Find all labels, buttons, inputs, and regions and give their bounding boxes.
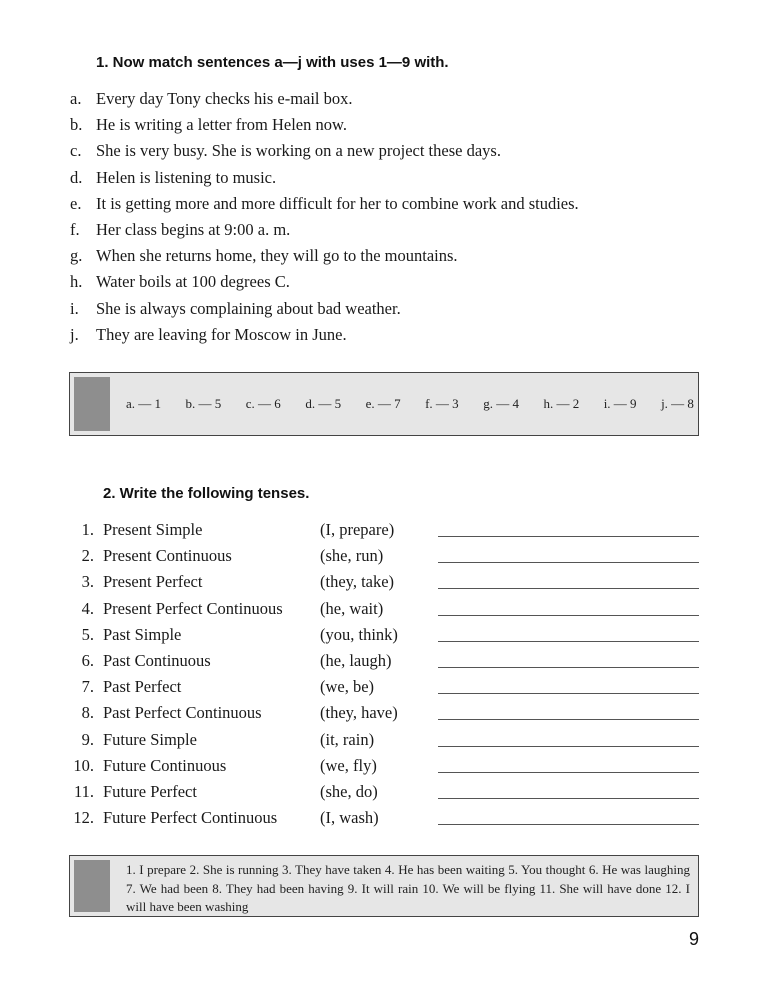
sentence-letter: g.: [70, 246, 83, 266]
tense-name: Present Continuous: [103, 546, 232, 566]
subject-verb: (we, be): [320, 677, 375, 697]
sentence-letter: j.: [70, 324, 79, 344]
item-number: 5.: [81, 624, 94, 644]
exercise-1-heading: 1. Now match sentences a—j with uses 1—9 with.: [96, 54, 449, 71]
item-number: 10.: [73, 755, 94, 775]
answer-blank-line[interactable]: [438, 824, 699, 825]
answer-key-text: 1. I prepare 2. She is running 3. They have taken 4. He has been waiting 5. You thought 6. He was laughing 7. We had been 8. They had been having 9. It will rain 10. We will be flying 11. She will have done 12. I will have been washing: [126, 862, 690, 914]
answer-blank-line[interactable]: [438, 719, 699, 720]
page-number: 9: [689, 929, 700, 949]
sentence-text: He is writing a letter from Helen now.: [96, 115, 347, 135]
sentence-text: Helen is listening to music.: [96, 167, 277, 187]
sentence-text: It is getting more and more difficult for her to combine work and studies.: [96, 193, 579, 213]
answer-blank-line[interactable]: [438, 588, 699, 589]
sentence-letter: i.: [70, 298, 79, 318]
answer-key-marker: [74, 377, 110, 431]
answer-blank-line[interactable]: [438, 667, 699, 668]
answer-key-item: j. — 8: [661, 396, 694, 411]
subject-verb: (she, run): [320, 546, 384, 566]
tense-name: Present Perfect: [103, 572, 203, 592]
sentence-letter: f.: [70, 219, 80, 239]
answer-key-item: g. — 4: [483, 396, 519, 411]
subject-verb: (it, rain): [320, 729, 375, 749]
sentence-letter: e.: [70, 193, 82, 213]
answer-key-item: i. — 9: [603, 396, 637, 411]
answer-blank-line[interactable]: [438, 536, 699, 537]
tense-name: Future Continuous: [103, 755, 227, 775]
answer-blank-line[interactable]: [438, 615, 699, 616]
answer-blank-line[interactable]: [438, 693, 699, 694]
answer-key-item: b. — 5: [185, 396, 222, 411]
sentence-letter: a.: [70, 89, 82, 108]
sentence-text: Water boils at 100 degrees C.: [96, 272, 290, 292]
answer-key-box-1: [69, 372, 699, 436]
answer-blank-line[interactable]: [438, 562, 699, 563]
tense-name: Future Perfect Continuous: [103, 808, 278, 828]
tense-name: Present Perfect Continuous: [103, 598, 283, 618]
sentence-letter: h.: [70, 272, 83, 292]
sentence-text: When she returns home, they will go to the mountains.: [96, 246, 458, 266]
answer-blank-line[interactable]: [438, 746, 699, 747]
sentence-text: They are leaving for Moscow in June.: [96, 324, 347, 344]
answer-key-box-2: [69, 855, 699, 917]
sentence-text: She is always complaining about bad weather.: [96, 298, 401, 318]
answer-blank-line[interactable]: [438, 798, 699, 799]
answer-key-item: d. — 5: [305, 396, 342, 411]
item-number: 7.: [81, 677, 94, 697]
sentence-text: Every day Tony checks his e-mail box.: [96, 89, 353, 108]
subject-verb: (they, take): [320, 572, 395, 592]
tense-name: Present Simple: [103, 520, 203, 539]
answer-key-item: e. — 7: [365, 396, 401, 411]
answer-blank-line[interactable]: [438, 772, 699, 773]
tense-name: Future Perfect: [103, 781, 197, 801]
item-number: 11.: [73, 781, 94, 801]
item-number: 4.: [81, 598, 94, 618]
subject-verb: (they, have): [320, 703, 398, 723]
answer-blank-line[interactable]: [438, 641, 699, 642]
item-number: 8.: [81, 703, 94, 723]
subject-verb: (I, prepare): [320, 520, 395, 539]
item-number: 3.: [81, 572, 94, 592]
item-number: 2.: [81, 546, 94, 566]
sentence-letter: b.: [70, 115, 83, 135]
answer-key-items: [126, 373, 694, 435]
subject-verb: (he, laugh): [320, 650, 392, 670]
tense-name: Past Simple: [103, 624, 182, 644]
sentence-letter: d.: [70, 167, 83, 187]
answer-key-item: h. — 2: [543, 396, 580, 411]
tense-name: Future Simple: [103, 729, 197, 749]
subject-verb: (I, wash): [320, 808, 379, 828]
answer-key-item: a. — 1: [126, 396, 162, 411]
item-number: 12.: [73, 808, 94, 828]
tense-name: Past Continuous: [103, 650, 211, 670]
item-number: 1.: [81, 520, 94, 539]
sentence-letter: c.: [70, 141, 82, 161]
sentence-text: She is very busy. She is working on a new project these days.: [96, 141, 501, 161]
subject-verb: (she, do): [320, 781, 378, 801]
sentence-text: Her class begins at 9:00 a. m.: [96, 219, 291, 239]
item-number: 9.: [81, 729, 94, 749]
tense-name: Past Perfect: [103, 677, 182, 697]
item-number: 6.: [81, 650, 94, 670]
answer-key-marker: [74, 860, 110, 912]
answer-key-item: f. — 3: [425, 396, 459, 411]
subject-verb: (he, wait): [320, 598, 384, 618]
answer-key-item: c. — 6: [245, 396, 281, 411]
exercise-2-heading: 2. Write the following tenses.: [103, 485, 310, 502]
subject-verb: (we, fly): [320, 755, 377, 775]
tense-name: Past Perfect Continuous: [103, 703, 262, 723]
subject-verb: (you, think): [320, 624, 398, 644]
